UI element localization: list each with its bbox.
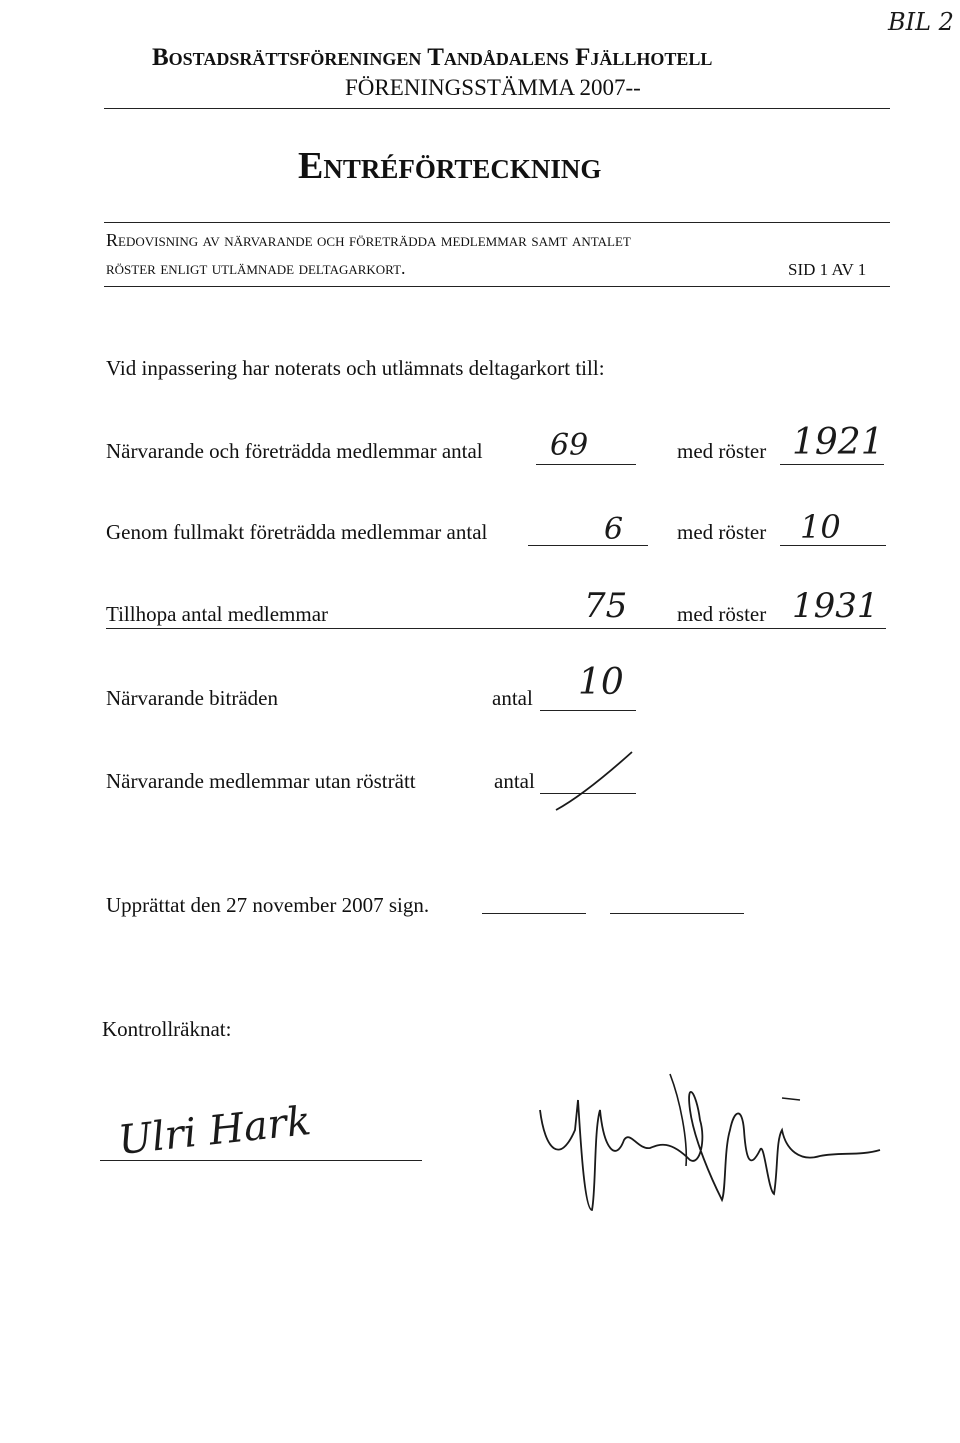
total-votes-label: med röster	[677, 602, 767, 626]
page-title: Entréförteckning	[298, 145, 602, 187]
proxy-votes: 10	[800, 508, 841, 546]
prepared-sign-line-1	[482, 913, 586, 914]
total-label: Tillhopa antal medlemmar	[106, 602, 329, 626]
present-count: 69	[550, 428, 589, 463]
proxy-label: Genom fullmakt företrädda medlemmar antal	[106, 520, 488, 544]
present-votes: 1921	[792, 422, 884, 463]
subheading-line-2: röster enligt utlämnade deltagarkort.	[106, 258, 406, 278]
proxy-votes-label: med röster	[677, 520, 767, 544]
proxy-count-line	[528, 545, 648, 546]
association-name: Bostadsrättsföreningen Tandådalens Fjällhotell	[152, 44, 713, 71]
page-number: SID 1 AV 1	[788, 260, 867, 279]
assistants-count: 10	[578, 662, 624, 703]
assistants-label: Närvarande biträden	[106, 686, 278, 710]
no-vote-label: Närvarande medlemmar utan rösträtt	[106, 769, 416, 793]
prepared-text: Upprättat den 27 november 2007 sign.	[106, 893, 430, 917]
checked-label: Kontrollräknat:	[102, 1017, 232, 1041]
total-votes: 1931	[792, 586, 879, 626]
proxy-count: 6	[604, 512, 624, 547]
header-rule	[104, 108, 890, 109]
present-votes-line	[780, 464, 884, 465]
no-vote-dash-mark	[548, 748, 638, 818]
present-votes-label: med röster	[677, 439, 767, 463]
present-label: Närvarande och företrädda medlemmar antal	[106, 439, 483, 463]
subheading-rule-top	[104, 222, 890, 223]
signature-right	[520, 1070, 890, 1220]
subheading-line-1: Redovisning av närvarande och företrädda medlemmar samt antalet	[106, 230, 631, 250]
meeting-name: FÖRENINGSSTÄMMA 2007--	[345, 75, 641, 100]
present-count-line	[536, 464, 636, 465]
corner-mark: BIL 2	[888, 8, 954, 36]
intro-text: Vid inpassering har noterats och utlämnats deltagarkort till:	[106, 356, 605, 380]
subheading-rule-bottom	[104, 286, 890, 287]
no-vote-count-label: antal	[494, 769, 535, 793]
assistants-count-label: antal	[492, 686, 533, 710]
total-count: 75	[584, 586, 628, 626]
assistants-count-line	[540, 710, 636, 711]
prepared-sign-line-2	[610, 913, 744, 914]
total-line	[106, 628, 886, 629]
signature-left: Ulri Hark	[116, 1098, 314, 1164]
